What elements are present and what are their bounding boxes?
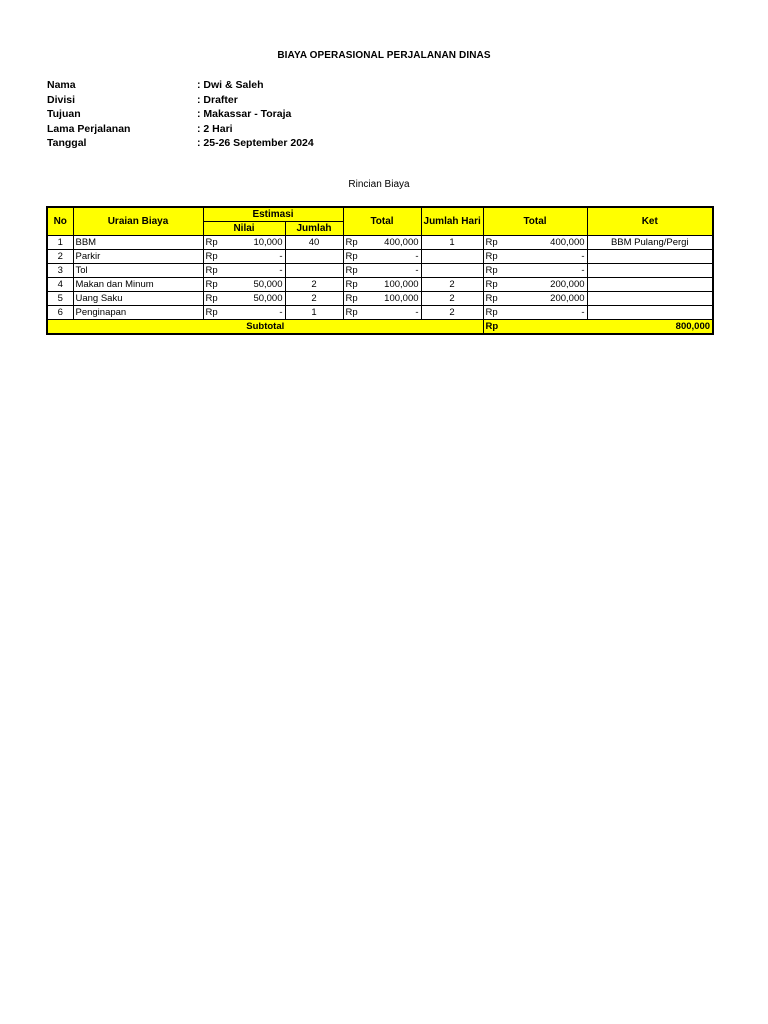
info-row-nama [47,78,447,93]
cell-currency: Rp [203,236,221,250]
header-no: No [47,207,73,236]
info-value: : 25-26 September 2024 [197,137,314,149]
cell-hari: 2 [421,292,483,306]
cell-uraian: Penginapan [73,306,203,320]
cell-no: 1 [47,236,73,250]
section-title: Rincian Biaya [348,179,410,190]
cell-total-akhir: - [501,264,587,278]
cell-ket [587,264,713,278]
trip-info [47,78,447,151]
cell-currency: Rp [483,306,501,320]
cell-currency: Rp [203,292,221,306]
info-label: Lama Perjalanan [47,122,131,135]
cell-currency: Rp [343,278,361,292]
cell-no: 4 [47,278,73,292]
cell-no: 6 [47,306,73,320]
subtotal-row [47,320,713,335]
cell-nilai: 10,000 [221,236,285,250]
cell-nilai: 50,000 [221,292,285,306]
subtotal-value: 800,000 [501,320,713,335]
cell-currency: Rp [203,306,221,320]
info-value: : Makassar - Toraja [197,108,292,120]
info-label: Tanggal [47,137,87,149]
info-value: : 2 Hari [197,122,233,135]
cell-uraian: Makan dan Minum [73,278,203,292]
table-row [47,292,713,306]
cell-currency: Rp [343,264,361,278]
cell-ket [587,306,713,320]
cell-uraian: BBM [73,236,203,250]
cell-total: 400,000 [361,236,421,250]
info-row-tujuan [47,107,447,122]
cell-ket [587,278,713,292]
cell-no: 3 [47,264,73,278]
cell-currency: Rp [483,236,501,250]
header-nilai: Nilai [203,222,285,236]
cell-total-akhir: - [501,306,587,320]
info-row-lama [47,122,447,137]
header-jumlah: Jumlah [285,222,343,236]
cell-total: - [361,264,421,278]
info-label: Tujuan [47,108,81,120]
info-label: Nama [47,79,76,91]
table-row [47,264,713,278]
cell-no: 5 [47,292,73,306]
cell-jumlah [285,250,343,264]
cell-total-akhir: - [501,250,587,264]
info-label: Divisi [47,93,76,106]
cell-hari: 1 [421,236,483,250]
info-row-tanggal [47,136,447,151]
cell-jumlah: 2 [285,278,343,292]
cell-hari [421,264,483,278]
cell-currency: Rp [343,306,361,320]
info-value: : Dwi & Saleh [197,79,264,91]
cell-total: - [361,306,421,320]
cell-ket [587,292,713,306]
cell-hari [421,250,483,264]
header-total-akhir: Total [483,207,587,236]
cell-currency: Rp [203,264,221,278]
cell-nilai: 50,000 [221,278,285,292]
cell-nilai: - [221,250,285,264]
cell-ket [587,250,713,264]
cell-currency: Rp [483,264,501,278]
header-total: Total [343,207,421,236]
cell-total-akhir: 400,000 [501,236,587,250]
cell-total: 100,000 [361,292,421,306]
table-row [47,250,713,264]
cell-total: 100,000 [361,278,421,292]
document-title: BIAYA OPERASIONAL PERJALANAN DINAS [277,50,491,61]
cell-uraian: Uang Saku [73,292,203,306]
cell-currency: Rp [483,292,501,306]
cell-nilai: - [221,264,285,278]
cell-no: 2 [47,250,73,264]
table-row [47,278,713,292]
cell-total-akhir: 200,000 [501,278,587,292]
header-ket: Ket [587,207,713,236]
cell-currency: Rp [203,250,221,264]
cell-jumlah: 2 [285,292,343,306]
cell-currency: Rp [483,250,501,264]
header-estimasi: Estimasi [203,207,343,222]
cell-hari: 2 [421,306,483,320]
cell-total: - [361,250,421,264]
cell-currency: Rp [343,292,361,306]
cell-currency: Rp [343,250,361,264]
cell-currency: Rp [483,278,501,292]
cell-jumlah: 1 [285,306,343,320]
table-row [47,306,713,320]
info-value: : Drafter [197,93,238,106]
cell-jumlah [285,264,343,278]
table-row [47,236,713,250]
info-row-divisi [47,93,447,108]
cell-currency: Rp [203,278,221,292]
cell-nilai: - [221,306,285,320]
header-uraian: Uraian Biaya [73,207,203,236]
cell-currency: Rp [343,236,361,250]
subtotal-label: Subtotal [47,320,483,335]
cost-table [46,206,714,335]
cell-total-akhir: 200,000 [501,292,587,306]
cell-uraian: Tol [73,264,203,278]
header-jumlah-hari: Jumlah Hari [421,207,483,236]
cell-ket: BBM Pulang/Pergi [587,236,713,250]
cell-hari: 2 [421,278,483,292]
cell-uraian: Parkir [73,250,203,264]
subtotal-currency: Rp [483,320,501,335]
cell-jumlah: 40 [285,236,343,250]
